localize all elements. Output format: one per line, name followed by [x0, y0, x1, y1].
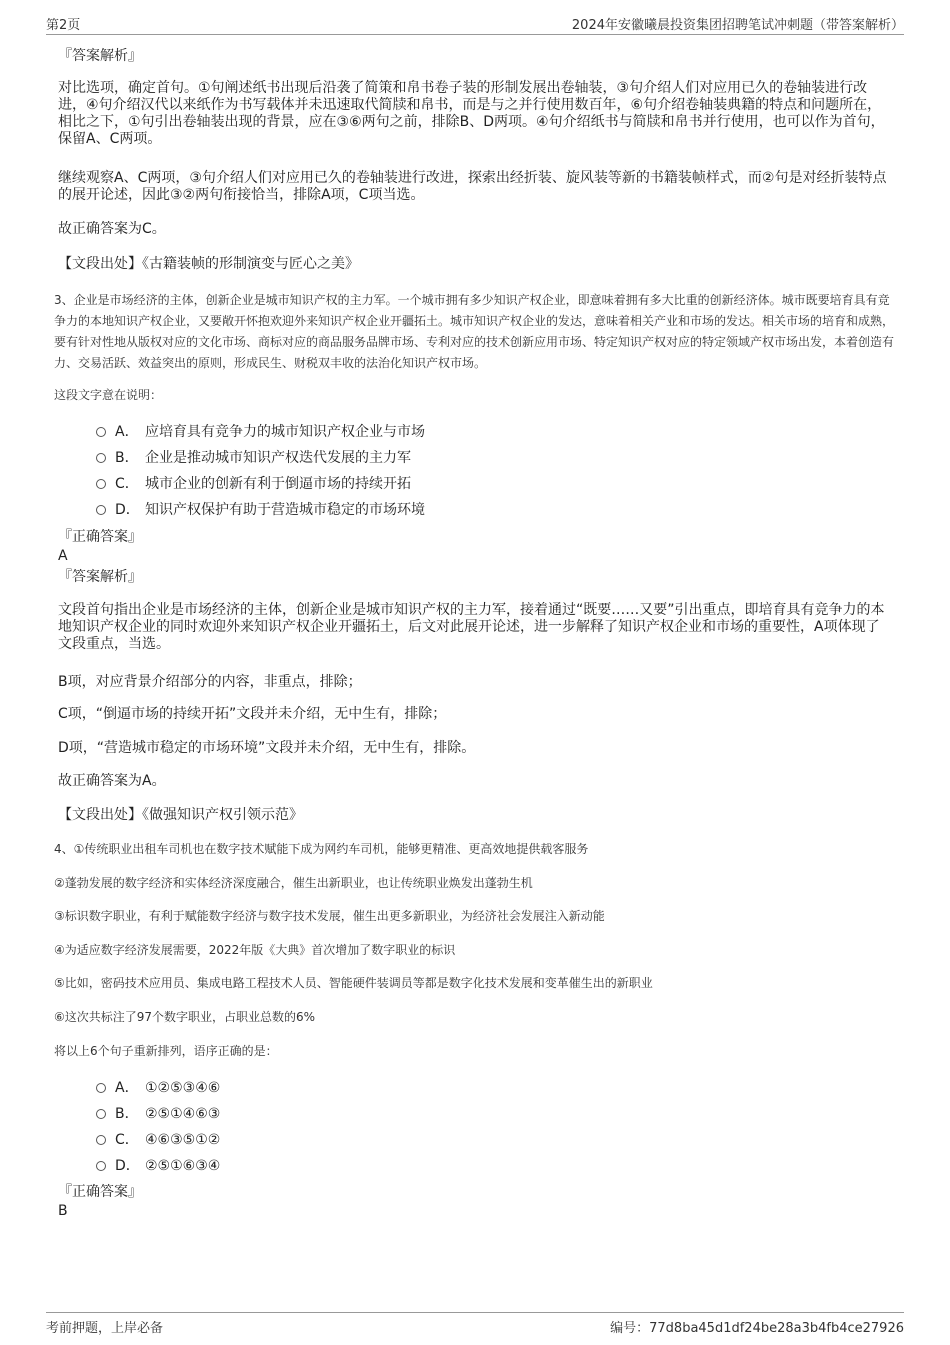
option-text: ①②⑤③④⑥ — [145, 1080, 221, 1096]
option-letter: B． — [115, 450, 139, 466]
q3-option-b[interactable] — [96, 449, 411, 467]
option-letter: C． — [115, 476, 139, 492]
q3-option-d-note: D项，“营造城市稳定的市场环境”文段并未介绍，无中生有，排除。 — [58, 740, 476, 756]
q3-source: 【文段出处】《做强知识产权引领示范》 — [58, 807, 303, 823]
document-title: 2024年安徽曦晨投资集团招聘笔试冲刺题（带答案解析） — [571, 18, 904, 33]
radio-icon[interactable] — [96, 453, 106, 463]
q3-correct-answer: A — [58, 548, 68, 564]
q4-correct-label: 『正确答案』 — [58, 1184, 142, 1200]
q4-option-a[interactable] — [96, 1079, 220, 1097]
option-text: ②⑤①④⑥③ — [145, 1106, 221, 1122]
q3-analysis-para1: 文段首句指出企业是市场经济的主体，创新企业是城市知识产权的主力军，接着通过“既要……又要”引出重点，即培育具有竞争力的本地知识产权企业的同时欢迎外来知识产权企业开疆拓土，后文对此展开论述，进一步解释了知识产权企业和市场的重要性，A项体现了文段重点，当选。 — [58, 602, 885, 652]
option-text: ②⑤①⑥③④ — [145, 1158, 221, 1174]
radio-icon[interactable] — [96, 427, 106, 437]
q4-question: 将以上6个句子重新排列，语序正确的是： — [54, 1044, 278, 1058]
q3-analysis-label: 『答案解析』 — [58, 569, 142, 585]
q3-correct-label: 『正确答案』 — [58, 529, 142, 545]
q3-option-b-note: B项，对应背景介绍部分的内容，非重点，排除； — [58, 674, 362, 690]
option-text: 知识产权保护有助于营造城市稳定的市场环境 — [145, 502, 425, 518]
footer-slogan: 考前押题，上岸必备 — [46, 1321, 164, 1336]
radio-icon[interactable] — [96, 1161, 106, 1171]
option-text: ④⑥③⑤①② — [145, 1132, 221, 1148]
q3-option-a[interactable] — [96, 423, 425, 441]
q4-sentence-3: ③标识数字职业，有利于赋能数字经济与数字技术发展，催生出更多新职业，为经济社会发展注入新动能 — [54, 909, 605, 923]
q3-option-c[interactable] — [96, 475, 411, 493]
q4-sentence-4: ④为适应数字经济发展需要，2022年版《大典》首次增加了数字职业的标识 — [54, 943, 456, 957]
option-text: 城市企业的创新有利于倒逼市场的持续开拓 — [145, 476, 411, 492]
q4-sentence-5: ⑤比如，密码技术应用员、集成电路工程技术人员、智能硬件装调员等都是数字化技术发展和变革催生出的新职业 — [54, 976, 653, 990]
q4-sentence-6: ⑥这次共标注了97个数字职业，占职业总数的6% — [54, 1010, 316, 1024]
q4-sentence-1: 4、①传统职业出租车司机也在数字技术赋能下成为网约车司机，能够更精准、更高效地提供载客服务 — [54, 842, 589, 856]
q4-option-b[interactable] — [96, 1105, 220, 1123]
radio-icon[interactable] — [96, 505, 106, 515]
q3-stem: 3、企业是市场经济的主体，创新企业是城市知识产权的主力军。一个城市拥有多少知识产权企业，即意味着拥有多大比重的创新经济体。城市既要培育具有竞争力的本地知识产权企业，又要敞开怀抱欢迎外来知识产权企业开疆拓土。城市知识产权企业的发达，意味着相关产业和市场的发达。相关市场的培育和成熟，要有针对性地从版权对应的文化市场、商标对应的商品服务品牌市场、专利对应的技术创新应用市场、特定知识产权对应的特定领域产权市场出发，本着创造有力、交易活跃、效益突出的原则，形成民生、财税双丰收的法治化知识产权市场。 — [54, 293, 895, 370]
option-letter: A． — [115, 1080, 139, 1096]
page-header — [46, 14, 904, 35]
q3-option-d[interactable] — [96, 501, 425, 519]
option-text: 企业是推动城市知识产权迭代发展的主力军 — [145, 450, 411, 466]
radio-icon[interactable] — [96, 1083, 106, 1093]
radio-icon[interactable] — [96, 479, 106, 489]
option-letter: D． — [115, 1158, 140, 1174]
radio-icon[interactable] — [96, 1109, 106, 1119]
q4-correct-answer: B — [58, 1203, 68, 1219]
option-letter: B． — [115, 1106, 139, 1122]
option-letter: D． — [115, 502, 140, 518]
page-footer — [46, 1312, 904, 1335]
q4-option-c[interactable] — [96, 1131, 220, 1149]
q4-sentence-2: ②蓬勃发展的数字经济和实体经济深度融合，催生出新职业，也让传统职业焕发出蓬勃生机 — [54, 876, 533, 890]
q3-question: 这段文字意在说明： — [54, 388, 163, 402]
q2-source: 【文段出处】《古籍装帧的形制演变与匠心之美》 — [58, 256, 359, 272]
q2-analysis-label: 『答案解析』 — [58, 48, 142, 64]
option-letter: A． — [115, 424, 139, 440]
q3-conclusion: 故正确答案为A。 — [58, 773, 166, 789]
q2-analysis-para2: 继续观察A、C两项，③句介绍人们对应用已久的卷轴装进行改进，探索出经折装、旋风装等新的书籍装帧样式，而②句是对经折装特点的展开论述，因此③②两句衔接恰当，排除A项，C项当选。 — [58, 170, 887, 203]
q3-option-c-note: C项，“倒逼市场的持续开拓”文段并未介绍，无中生有，排除； — [58, 706, 447, 722]
option-letter: C． — [115, 1132, 139, 1148]
page-number: 第2页 — [46, 18, 81, 33]
q2-analysis-para1: 对比选项，确定首句。①句阐述纸书出现后沿袭了简策和帛书卷子装的形制发展出卷轴装，③句介绍人们对应用已久的卷轴装进行改进，④句介绍汉代以来纸作为书写载体并未迅速取代简牍和帛书，而是与之并行使用数百年，⑥句介绍卷轴装典籍的特点和问题所在，相比之下，①句引出卷轴装出现的背景，应在③⑥两句之前，排除B、D两项。④句介绍纸书与简牍和帛书并行使用，也可以作为首句，保留A、C两项。 — [58, 80, 885, 147]
option-text: 应培育具有竞争力的城市知识产权企业与市场 — [145, 424, 425, 440]
document-id: 编号：77d8ba45d1df24be28a3b4fb4ce27926 — [610, 1321, 904, 1336]
q2-conclusion: 故正确答案为C。 — [58, 221, 166, 237]
q4-option-d[interactable] — [96, 1157, 220, 1175]
radio-icon[interactable] — [96, 1135, 106, 1145]
